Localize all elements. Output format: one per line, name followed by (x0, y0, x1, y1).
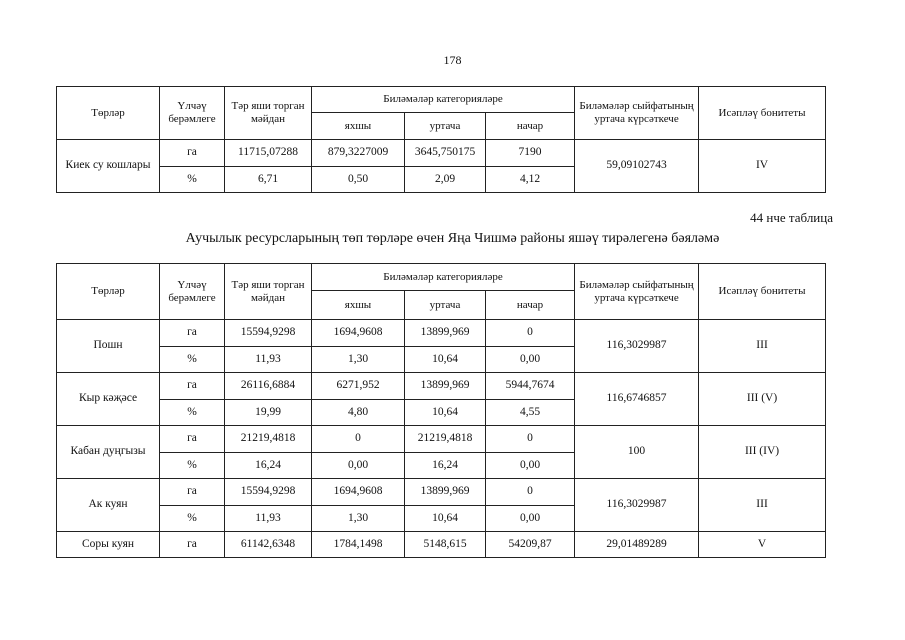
medium-cell: 16,24 (405, 453, 486, 479)
unit-cell: % (160, 400, 225, 426)
medium-cell: 21219,4818 (405, 426, 486, 453)
unit-cell: % (160, 347, 225, 373)
table-row (57, 532, 826, 558)
header-good: яхшы (312, 291, 405, 320)
medium-cell: 13899,969 (405, 373, 486, 400)
quality-cell: 116,3029987 (575, 479, 699, 532)
good-cell: 1694,9608 (312, 320, 405, 347)
area-cell: 15594,9298 (225, 320, 312, 347)
unit-cell: га (160, 479, 225, 506)
header-categories: Биләмәләр категорияләре (312, 264, 575, 291)
poor-cell: 0,00 (486, 347, 575, 373)
medium-cell: 10,64 (405, 347, 486, 373)
table-row (57, 426, 826, 453)
unit-cell: га (160, 320, 225, 347)
area-cell: 21219,4818 (225, 426, 312, 453)
unit-cell: га (160, 426, 225, 453)
unit-cell: га (160, 140, 225, 167)
poor-cell: 0 (486, 320, 575, 347)
bonitet-cell: III (699, 320, 826, 373)
species-name: Ак куян (57, 479, 160, 532)
medium-cell: 10,64 (405, 400, 486, 426)
table-habitat-assessment (56, 263, 826, 558)
bonitet-cell: IV (699, 140, 826, 193)
header-categories: Биләмәләр категорияләре (312, 87, 575, 113)
species-name: Кабан дуңгызы (57, 426, 160, 479)
species-name: Соры куян (57, 532, 160, 558)
medium-cell: 10,64 (405, 506, 486, 532)
species-name: Киек су кошлары (57, 140, 160, 193)
header-good: яхшы (312, 113, 405, 140)
bonitet-cell: III (IV) (699, 426, 826, 479)
poor-cell: 4,12 (486, 167, 575, 193)
header-unit: Үлчәү берәмлеге (160, 87, 225, 140)
poor-cell: 54209,87 (486, 532, 575, 558)
good-cell: 1784,1498 (312, 532, 405, 558)
header-quality: Биләмәләр сыйфатының уртача күрсәткече (575, 87, 699, 140)
unit-cell: га (160, 532, 225, 558)
quality-cell: 29,01489289 (575, 532, 699, 558)
header-unit: Үлчәү берәмлеге (160, 264, 225, 320)
table-caption: Аучылык ресурсларының төп төрләре өчен Яңа Чишмә районы яшәү тирәлегенә бәяләмә (185, 231, 720, 246)
poor-cell: 0,00 (486, 453, 575, 479)
medium-cell: 13899,969 (405, 479, 486, 506)
good-cell: 0 (312, 426, 405, 453)
area-cell: 16,24 (225, 453, 312, 479)
unit-cell: % (160, 453, 225, 479)
area-cell: 26116,6884 (225, 373, 312, 400)
quality-cell: 116,6746857 (575, 373, 699, 426)
header-bonitet: Исәпләү бонитеты (699, 87, 826, 140)
header-types: Төрләр (57, 264, 160, 320)
species-name: Кыр кәҗәсе (57, 373, 160, 426)
area-cell: 19,99 (225, 400, 312, 426)
medium-cell: 2,09 (405, 167, 486, 193)
header-medium: уртача (405, 113, 486, 140)
good-cell: 879,3227009 (312, 140, 405, 167)
header-bonitet: Исәпләү бонитеты (699, 264, 826, 320)
table-row (57, 373, 826, 400)
bonitet-cell: III (V) (699, 373, 826, 426)
header-area: Тәр яши торган мәйдан (225, 264, 312, 320)
table-row (57, 479, 826, 506)
poor-cell: 7190 (486, 140, 575, 167)
header-quality: Биләмәләр сыйфатының уртача күрсәткече (575, 264, 699, 320)
unit-cell: га (160, 373, 225, 400)
poor-cell: 0,00 (486, 506, 575, 532)
area-cell: 11,93 (225, 347, 312, 373)
quality-cell: 100 (575, 426, 699, 479)
bonitet-cell: V (699, 532, 826, 558)
area-cell: 11,93 (225, 506, 312, 532)
header-poor: начар (486, 113, 575, 140)
page-number: 178 (443, 53, 462, 67)
table-row (57, 320, 826, 347)
header-types: Төрләр (57, 87, 160, 140)
species-name: Пошн (57, 320, 160, 373)
good-cell: 1,30 (312, 506, 405, 532)
table-waterfowl (56, 86, 826, 193)
poor-cell: 0 (486, 479, 575, 506)
good-cell: 1,30 (312, 347, 405, 373)
header-poor: начар (486, 291, 575, 320)
poor-cell: 5944,7674 (486, 373, 575, 400)
good-cell: 0,50 (312, 167, 405, 193)
medium-cell: 5148,615 (405, 532, 486, 558)
good-cell: 4,80 (312, 400, 405, 426)
table-label: 44 нче таблица (750, 210, 833, 225)
quality-cell: 116,3029987 (575, 320, 699, 373)
table-row (57, 140, 826, 167)
poor-cell: 4,55 (486, 400, 575, 426)
unit-cell: % (160, 167, 225, 193)
medium-cell: 3645,750175 (405, 140, 486, 167)
good-cell: 6271,952 (312, 373, 405, 400)
quality-cell: 59,09102743 (575, 140, 699, 193)
poor-cell: 0 (486, 426, 575, 453)
area-cell: 11715,07288 (225, 140, 312, 167)
good-cell: 1694,9608 (312, 479, 405, 506)
area-cell: 6,71 (225, 167, 312, 193)
good-cell: 0,00 (312, 453, 405, 479)
area-cell: 15594,9298 (225, 479, 312, 506)
bonitet-cell: III (699, 479, 826, 532)
unit-cell: % (160, 506, 225, 532)
header-medium: уртача (405, 291, 486, 320)
area-cell: 61142,6348 (225, 532, 312, 558)
header-area: Тәр яши торган мәйдан (225, 87, 312, 140)
medium-cell: 13899,969 (405, 320, 486, 347)
